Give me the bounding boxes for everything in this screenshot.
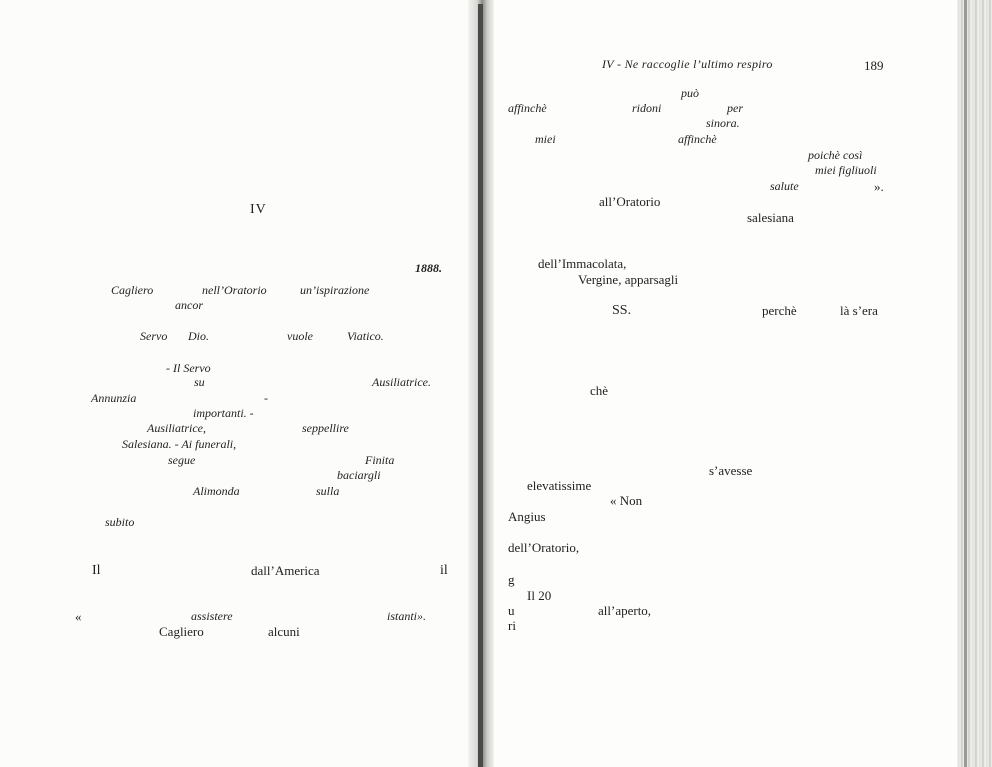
- text-fragment: sulla: [316, 484, 340, 498]
- text-fragment: Annunzia: [91, 391, 137, 405]
- page-edge-strip: [957, 0, 992, 767]
- text-fragment: Ausiliatrice.: [372, 375, 431, 389]
- text-fragment: dell’Immacolata,: [538, 256, 627, 271]
- text-fragment: perchè: [762, 303, 797, 318]
- text-fragment: miei: [535, 132, 556, 146]
- text-fragment: Ausiliatrice,: [147, 421, 206, 435]
- text-fragment: per: [727, 101, 743, 115]
- text-fragment: subito: [105, 515, 135, 529]
- text-fragment: ancor: [175, 298, 203, 312]
- text-fragment: là s’era: [840, 303, 878, 318]
- text-fragment: Alimonda: [193, 484, 240, 498]
- text-fragment: Finita: [365, 453, 395, 467]
- text-fragment: affinchè: [678, 132, 717, 146]
- text-fragment: s’avesse: [709, 463, 753, 478]
- text-fragment: ridoni: [632, 101, 662, 115]
- text-fragment: all’Oratorio: [599, 194, 661, 209]
- text-fragment: Il 20: [527, 588, 552, 603]
- text-fragment: il: [440, 563, 448, 578]
- page-number: 189: [864, 58, 884, 73]
- text-fragment: Il: [92, 563, 101, 578]
- text-fragment: dell’Oratorio,: [508, 540, 580, 555]
- chapter-number: IV: [250, 202, 267, 217]
- text-fragment: ».: [874, 179, 884, 194]
- page-edge-shadow: [964, 0, 967, 767]
- text-fragment: elevatissime: [527, 478, 592, 493]
- text-fragment: istanti».: [387, 609, 427, 623]
- text-fragment: u: [508, 603, 515, 618]
- text-fragment: Salesiana. - Ai funerali,: [122, 437, 237, 451]
- text-fragment: affinchè: [508, 101, 547, 115]
- text-fragment: Cagliero: [111, 283, 154, 297]
- gutter-shadow: [478, 4, 483, 767]
- text-fragment: SS.: [612, 303, 632, 318]
- text-fragment: seppellire: [302, 421, 349, 435]
- text-fragment: « Non: [610, 493, 643, 508]
- text-fragment: può: [681, 86, 699, 100]
- text-fragment: salute: [770, 179, 799, 193]
- text-fragment: alcuni: [268, 624, 300, 639]
- text-fragment: Angius: [508, 509, 546, 524]
- text-fragment: - Il Servo: [166, 361, 211, 375]
- text-fragment: chè: [590, 383, 609, 398]
- text-fragment: Dio.: [188, 329, 209, 343]
- text-fragment: un’ispirazione: [300, 283, 370, 297]
- text-fragment: Servo: [140, 329, 168, 343]
- text-fragment: salesiana: [747, 210, 794, 225]
- running-header: IV - Ne raccoglie l’ultimo respiro: [602, 57, 773, 71]
- text-fragment: Viatico.: [347, 329, 384, 343]
- text-fragment: dall’America: [251, 563, 320, 578]
- text-fragment: baciargli: [337, 468, 381, 482]
- chapter-year: 1888.: [415, 261, 442, 275]
- text-fragment: «: [75, 609, 82, 624]
- text-fragment: ri: [508, 618, 516, 633]
- text-fragment: -: [264, 391, 268, 405]
- text-fragment: assistere: [191, 609, 233, 623]
- text-fragment: nell’Oratorio: [202, 283, 267, 297]
- text-fragment: importanti. -: [193, 406, 254, 420]
- text-fragment: su: [194, 375, 205, 389]
- text-fragment: poichè così: [808, 148, 863, 162]
- text-fragment: Vergine, apparsagli: [578, 272, 679, 287]
- text-fragment: sinora.: [706, 116, 740, 130]
- text-fragment: g: [508, 572, 515, 587]
- text-fragment: miei figliuoli: [815, 163, 877, 177]
- text-fragment: Cagliero: [159, 624, 204, 639]
- text-fragment: all’aperto,: [598, 603, 652, 618]
- text-fragment: vuole: [287, 329, 313, 343]
- text-fragment: segue: [168, 453, 196, 467]
